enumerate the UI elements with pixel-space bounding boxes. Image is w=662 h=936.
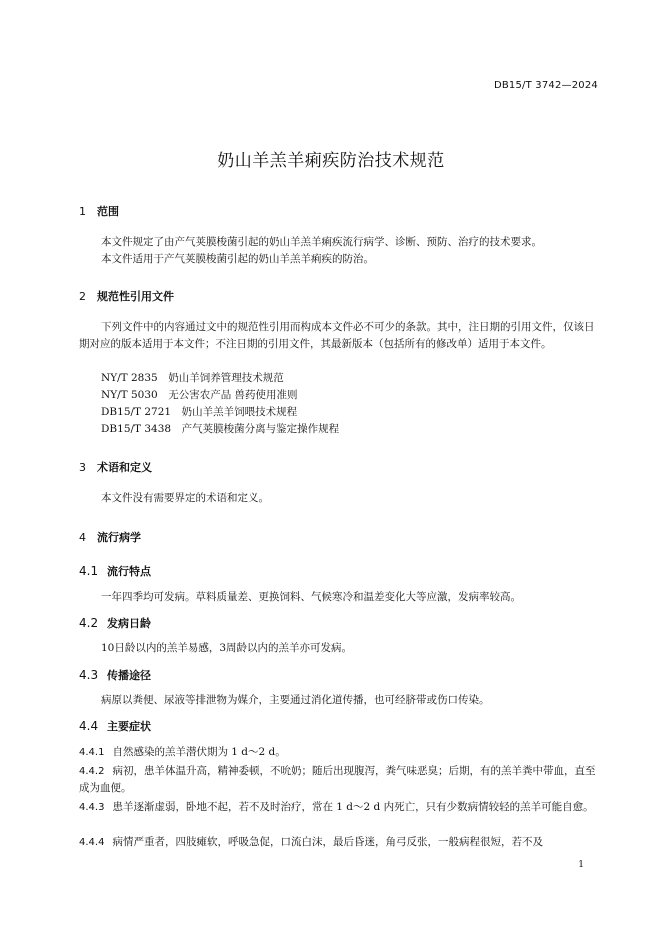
clause-number: 4.4.4 — [79, 837, 105, 848]
subsection-title: 流行特点 — [107, 565, 151, 578]
page-title: 奶山羊羔羊痢疾防治技术规范 — [217, 151, 445, 171]
references-intro-paragraph: 下列文件中的内容通过文中的规范性引用而构成本文件必不可少的条款。其中，注日期的引用文件，仅该日期对应的版本适用于本文件；不注日期的引用文件，其最新版本（包括所有的修改单）适用于本文件。 — [79, 321, 595, 350]
subsection-paragraph-4-1: 一年四季均可发病。草料质量差、更换饲料、气候寒冷和温差变化大等应激，发病率较高。 — [101, 591, 521, 603]
reference-item: DB15/T 3438 产气荚膜梭菌分离与鉴定操作规程 — [101, 423, 340, 435]
section-title: 流行病学 — [97, 531, 141, 544]
clause-text: 自然感染的羔羊潜伏期为 1 d～2 d。 — [112, 746, 286, 758]
section-title: 术语和定义 — [97, 461, 152, 474]
section-title: 规范性引用文件 — [97, 290, 174, 303]
subsection-title: 发病日龄 — [107, 617, 151, 630]
clause-number: 4.4.2 — [79, 766, 105, 777]
scope-paragraph-1: 本文件规定了由产气荚膜梭菌引起的奶山羊羔羊痢疾流行病学、诊断、预防、治疗的技术要求。 — [101, 236, 542, 248]
page-number: 1 — [578, 860, 584, 870]
subsection-title: 传播途径 — [107, 669, 151, 682]
subsection-number: 4.4 — [79, 719, 99, 733]
section-heading-scope — [79, 203, 119, 219]
document-number: DB15/T 3742—2024 — [493, 80, 598, 91]
terms-paragraph: 本文件没有需要界定的术语和定义。 — [101, 492, 269, 504]
subsection-heading-4-3 — [79, 667, 151, 683]
section-number: 1 — [79, 205, 86, 218]
subsection-paragraph-4-2: 10日龄以内的羔羊易感，3周龄以内的羔羊亦可发病。 — [101, 642, 353, 654]
clause-4-4-4 — [79, 834, 599, 851]
section-title: 范围 — [97, 205, 119, 218]
scope-paragraph-2: 本文件适用于产气荚膜梭菌引起的奶山羊羔羊痢疾的防治。 — [101, 253, 374, 265]
section-heading-normative-references — [79, 288, 174, 304]
clause-number: 4.4.1 — [79, 747, 105, 758]
section-number: 4 — [79, 531, 86, 544]
section-heading-epidemiology — [79, 529, 141, 545]
subsection-number: 4.3 — [79, 668, 99, 682]
clause-number: 4.4.3 — [79, 802, 105, 813]
section-number: 3 — [79, 461, 86, 474]
subsection-heading-4-4 — [79, 718, 151, 734]
clause-4-4-3 — [79, 799, 599, 816]
subsection-paragraph-4-3: 病原以粪便、尿液等排泄物为媒介，主要通过消化道传播，也可经脐带或伤口传染。 — [101, 694, 490, 706]
section-heading-terms — [79, 459, 152, 475]
clause-text: 病情严重者，四肢瘫软，呼吸急促，口流白沫，最后昏迷，角弓反张，一般病程很短，若不及 — [112, 836, 543, 848]
reference-item: DB15/T 2721 奶山羊羔羊饲喂技术规程 — [101, 406, 298, 418]
subsection-heading-4-2 — [79, 615, 151, 631]
reference-item: NY/T 5030 无公害农产品 兽药使用准则 — [101, 389, 298, 401]
subsection-title: 主要症状 — [107, 720, 151, 733]
section-number: 2 — [79, 290, 86, 303]
subsection-number: 4.2 — [79, 616, 99, 630]
clause-4-4-2 — [79, 763, 599, 797]
clause-text: 患羊逐渐虚弱，卧地不起，若不及时治疗，常在 1 d～2 d 内死亡，只有少数病情较轻的羔羊可能自愈。 — [112, 801, 594, 813]
subsection-heading-4-1 — [79, 563, 151, 579]
clause-4-4-1 — [79, 744, 599, 761]
reference-item: NY/T 2835 奶山羊饲养管理技术规范 — [101, 372, 284, 384]
clause-text: 病初，患羊体温升高，精神委顿，不吮奶；随后出现腹泻，粪气味恶臭；后期，有的羔羊粪中带血，直至成为血便。 — [79, 765, 596, 794]
subsection-number: 4.1 — [79, 564, 99, 578]
